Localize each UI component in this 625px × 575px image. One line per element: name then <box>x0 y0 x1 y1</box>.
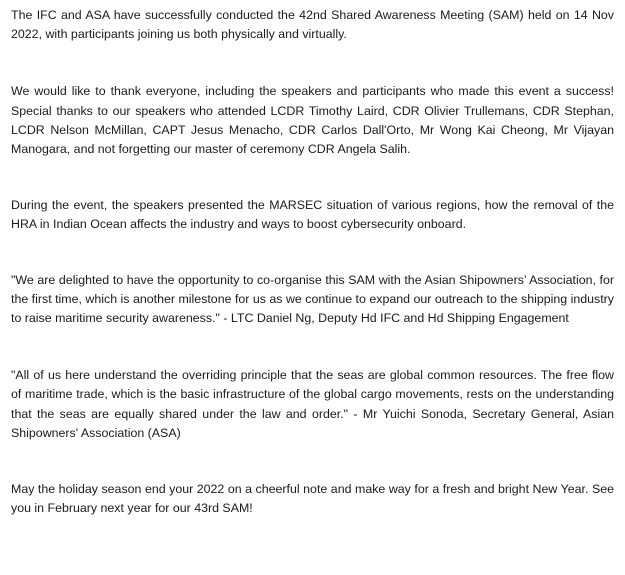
paragraph-thanks: We would like to thank everyone, including the speakers and participants who made this event a success! Special thanks to our speakers who attended LCDR Timothy Laird, CDR Olivier Trullemans, CDR Stephan, LCDR Nelson McMillan, CAPT Jesus Menacho, CDR Carlos Dall'Orto, Mr Wong Kai Cheong, Mr Vijayan Manogara, and not forgetting our master of ceremony CDR Angela Salih. <box>11 84 614 157</box>
paragraph-event-summary: The IFC and ASA have successfully conducted the 42nd Shared Awareness Meeting (SAM) held on 14 Nov 2022, with participants joining us both physically and virtually. <box>11 8 614 42</box>
paragraph-quote-asa: "All of us here understand the overriding principle that the seas are global common resources. The free flow of maritime trade, which is the basic infrastructure of the global cargo movements, rests on the understanding that the seas are equally shared under the law and order." - Mr Yuichi Sonoda, Secretary General, Asian Shipowners' Association (ASA) <box>11 368 614 440</box>
document-body <box>11 6 614 518</box>
paragraph-topics: During the event, the speakers presented the MARSEC situation of various regions, how the removal of the HRA in Indian Ocean affects the industry and ways to boost cybersecurity onboard. <box>11 198 614 232</box>
paragraph-closing: May the holiday season end your 2022 on a cheerful note and make way for a fresh and bright New Year. See you in February next year for our 43rd SAM! <box>11 482 614 516</box>
paragraph-quote-ifc: "We are delighted to have the opportunity to co-organise this SAM with the Asian Shipowners’ Association, for the first time, which is another milestone for us as we continue to expand our outreach to the shipping industry to raise maritime security awareness." - LTC Daniel Ng, Deputy Hd IFC and Hd Shipping Engagement <box>11 272 614 326</box>
